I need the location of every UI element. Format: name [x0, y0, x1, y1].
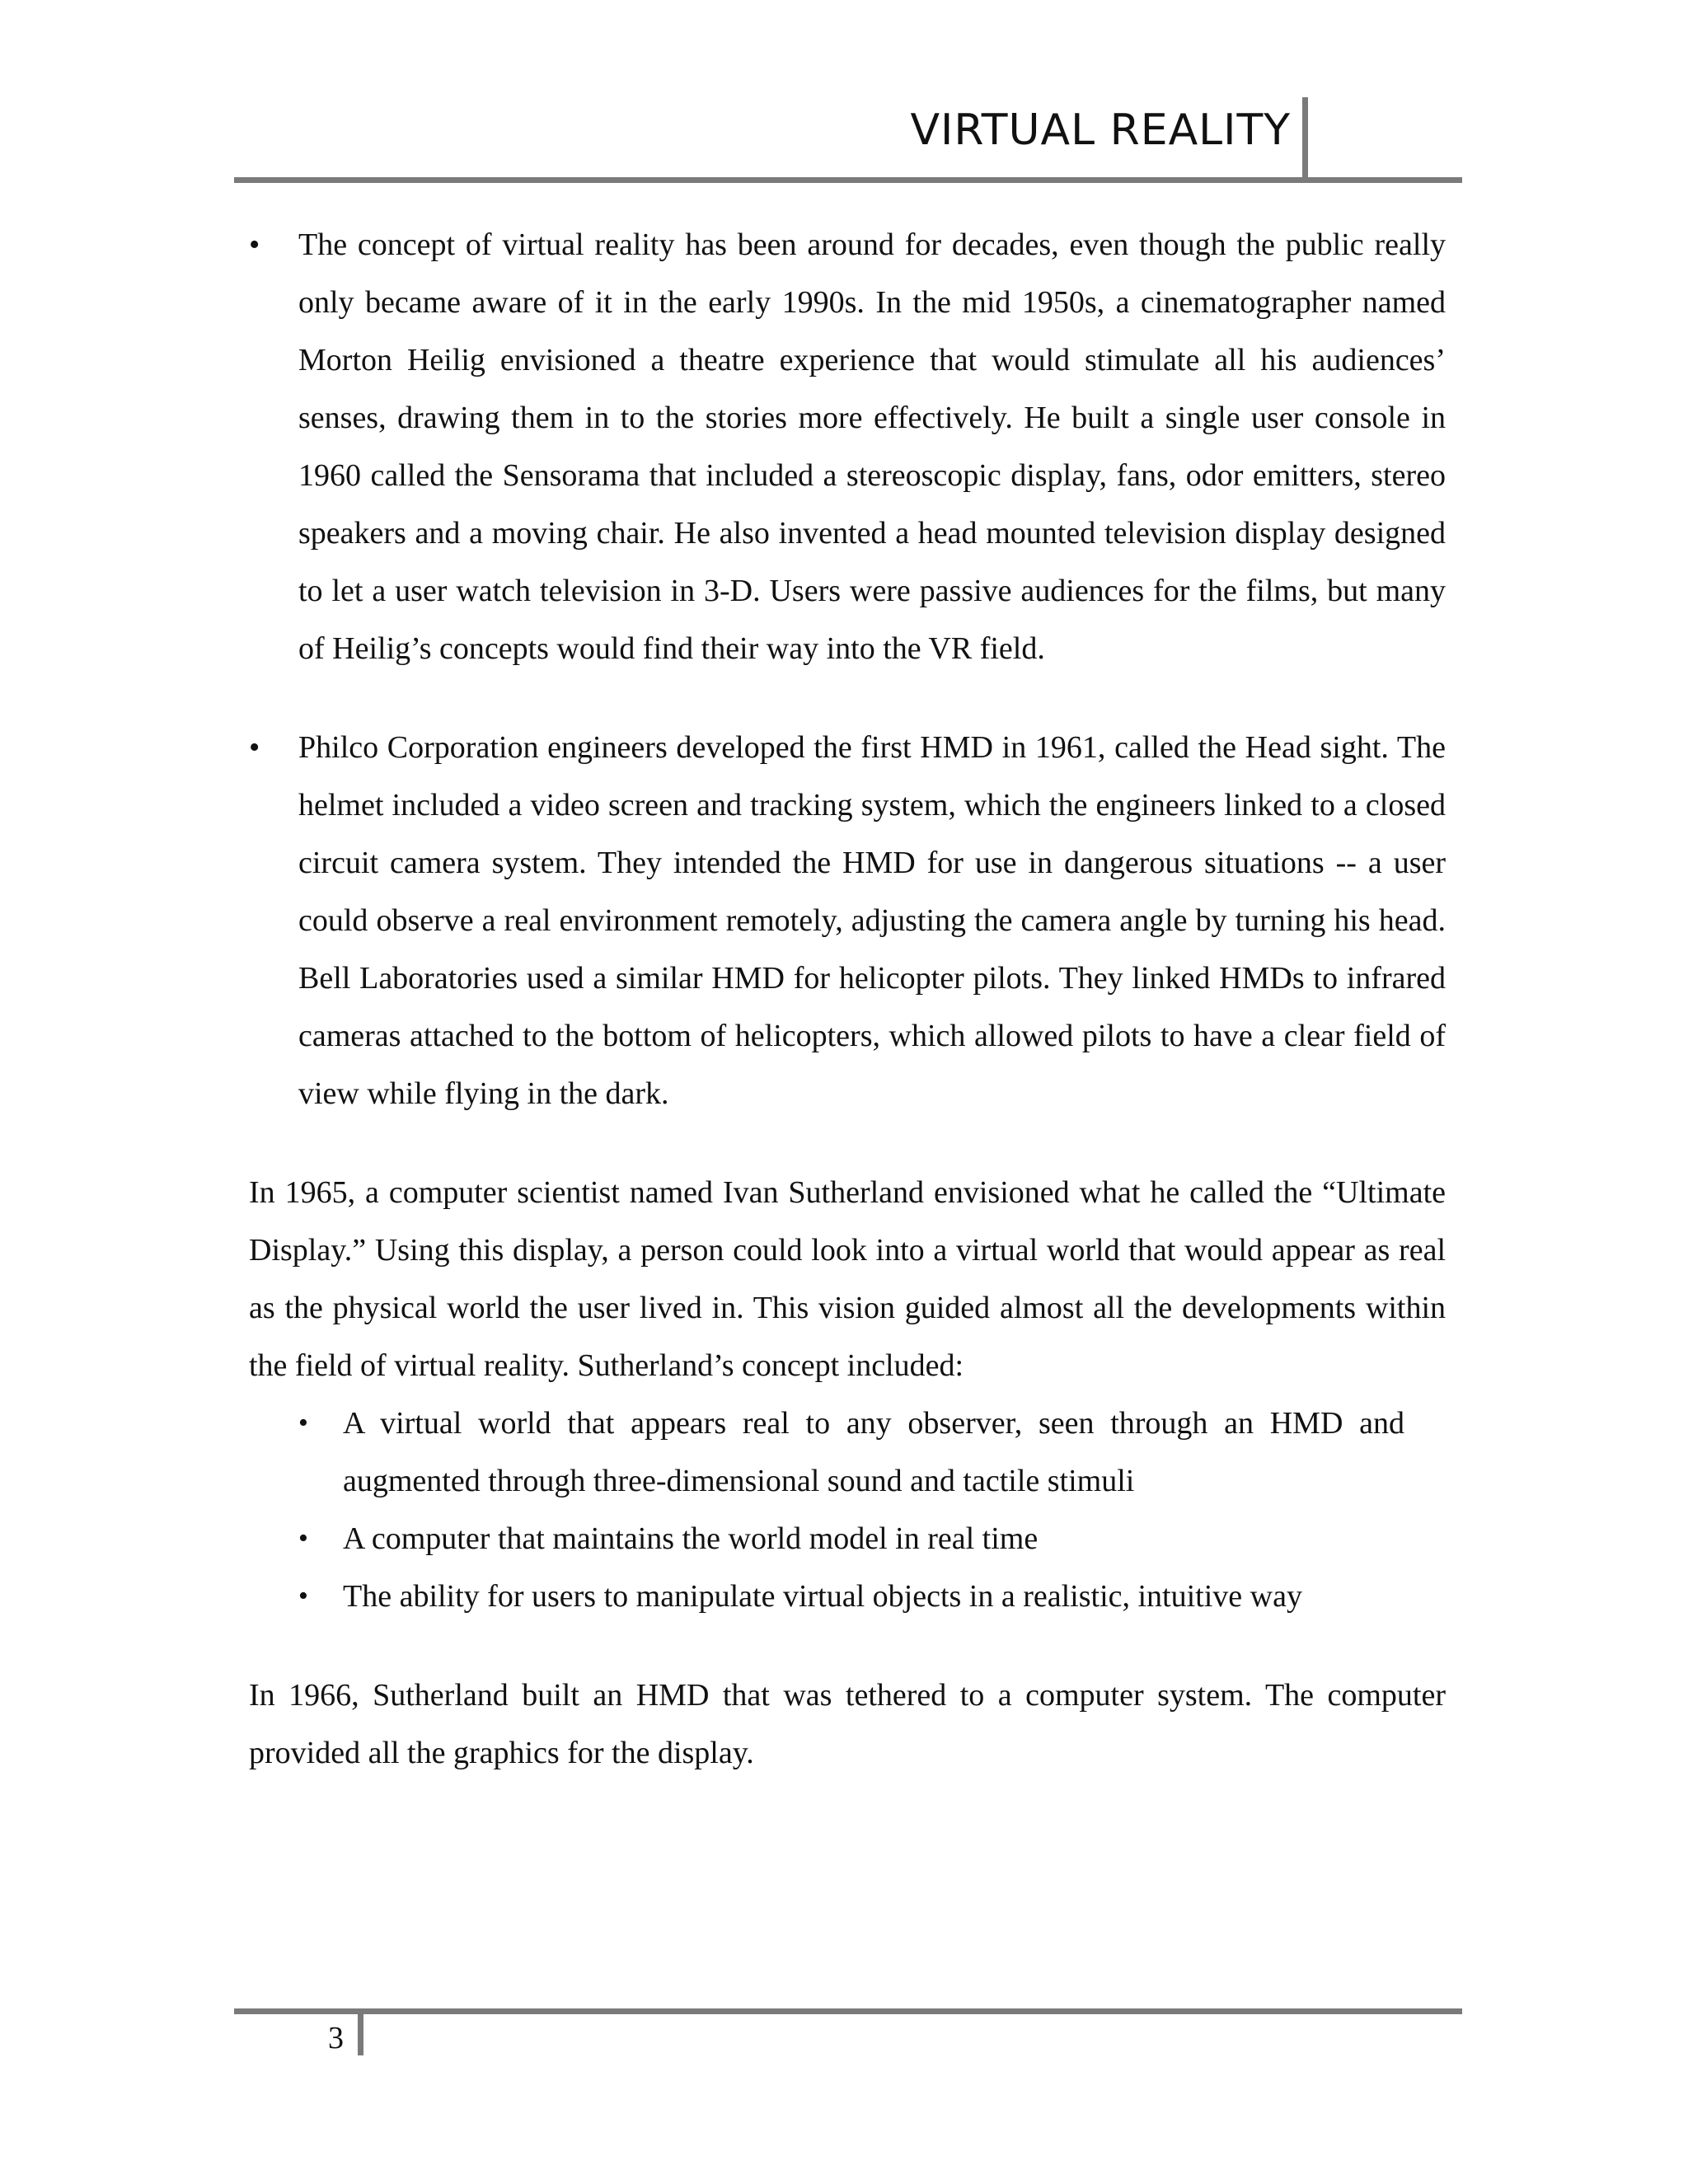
document-body: [249, 216, 1446, 1782]
history-bullet-list: [249, 216, 1446, 1122]
footer-divider-vertical: [358, 2014, 363, 2055]
header-divider-vertical: [1302, 97, 1308, 180]
footer-rule: [234, 2008, 1462, 2014]
page-number: 3: [328, 2021, 344, 2055]
paragraph-sutherland-1966: In 1966, Sutherland built an HMD that was tethered to a computer system. The computer provided all the graphics for the display.: [249, 1678, 1446, 1770]
page-header-title: VIRTUAL REALITY: [910, 105, 1291, 155]
paragraph-sutherland-1965: In 1965, a computer scientist named Ivan Sutherland envisioned what he called the “Ultimate Display.” Using this display, a person could look into a virtual world that would appear as real as the physical world the user lived in. This vision guided almost all the developments within the field of virtual reality. Sutherland’s concept included:: [249, 1175, 1446, 1383]
bullet-item-philco: • Philco Corporation engineers developed the first HMD in 1961, called the Head sight. The helmet included a video screen and tracking system, which the engineers linked to a closed circuit camera system. They intended the HMD for use in dangerous situations -- a user could observe a real environment remotely, adjusting the camera angle by turning his head. Bell Laboratories used a similar HMD for helicopter pilots. They linked HMDs to infrared cameras attached to the bottom of helicopters, which allowed pilots to have a clear field of view while flying in the dark.: [249, 719, 1446, 1122]
concept-item-virtual-world: • A virtual world that appears real to any observer, seen through an HMD and augmented through three-dimensional sound and tactile stimuli: [298, 1394, 1404, 1510]
sutherland-concept-list: [298, 1394, 1404, 1625]
header-rule: [234, 177, 1462, 183]
concept-item-world-model: • A computer that maintains the world model in real time: [298, 1510, 1404, 1568]
bullet-item-heilig: • The concept of virtual reality has been around for decades, even though the public really only became aware of it in the early 1990s. In the mid 1950s, a cinematographer named Morton Heilig envisioned a theatre experience that would stimulate all his audiences’ senses, drawing them in to the stories more effectively. He built a single user console in 1960 called the Sensorama that included a stereoscopic display, fans, odor emitters, stereo speakers and a moving chair. He also invented a head mounted television display designed to let a user watch television in 3-D. Users were passive audiences for the films, but many of Heilig’s concepts would find their way into the VR field.: [249, 216, 1446, 677]
concept-item-manipulation: • The ability for users to manipulate virtual objects in a realistic, intuitive way: [298, 1568, 1404, 1625]
